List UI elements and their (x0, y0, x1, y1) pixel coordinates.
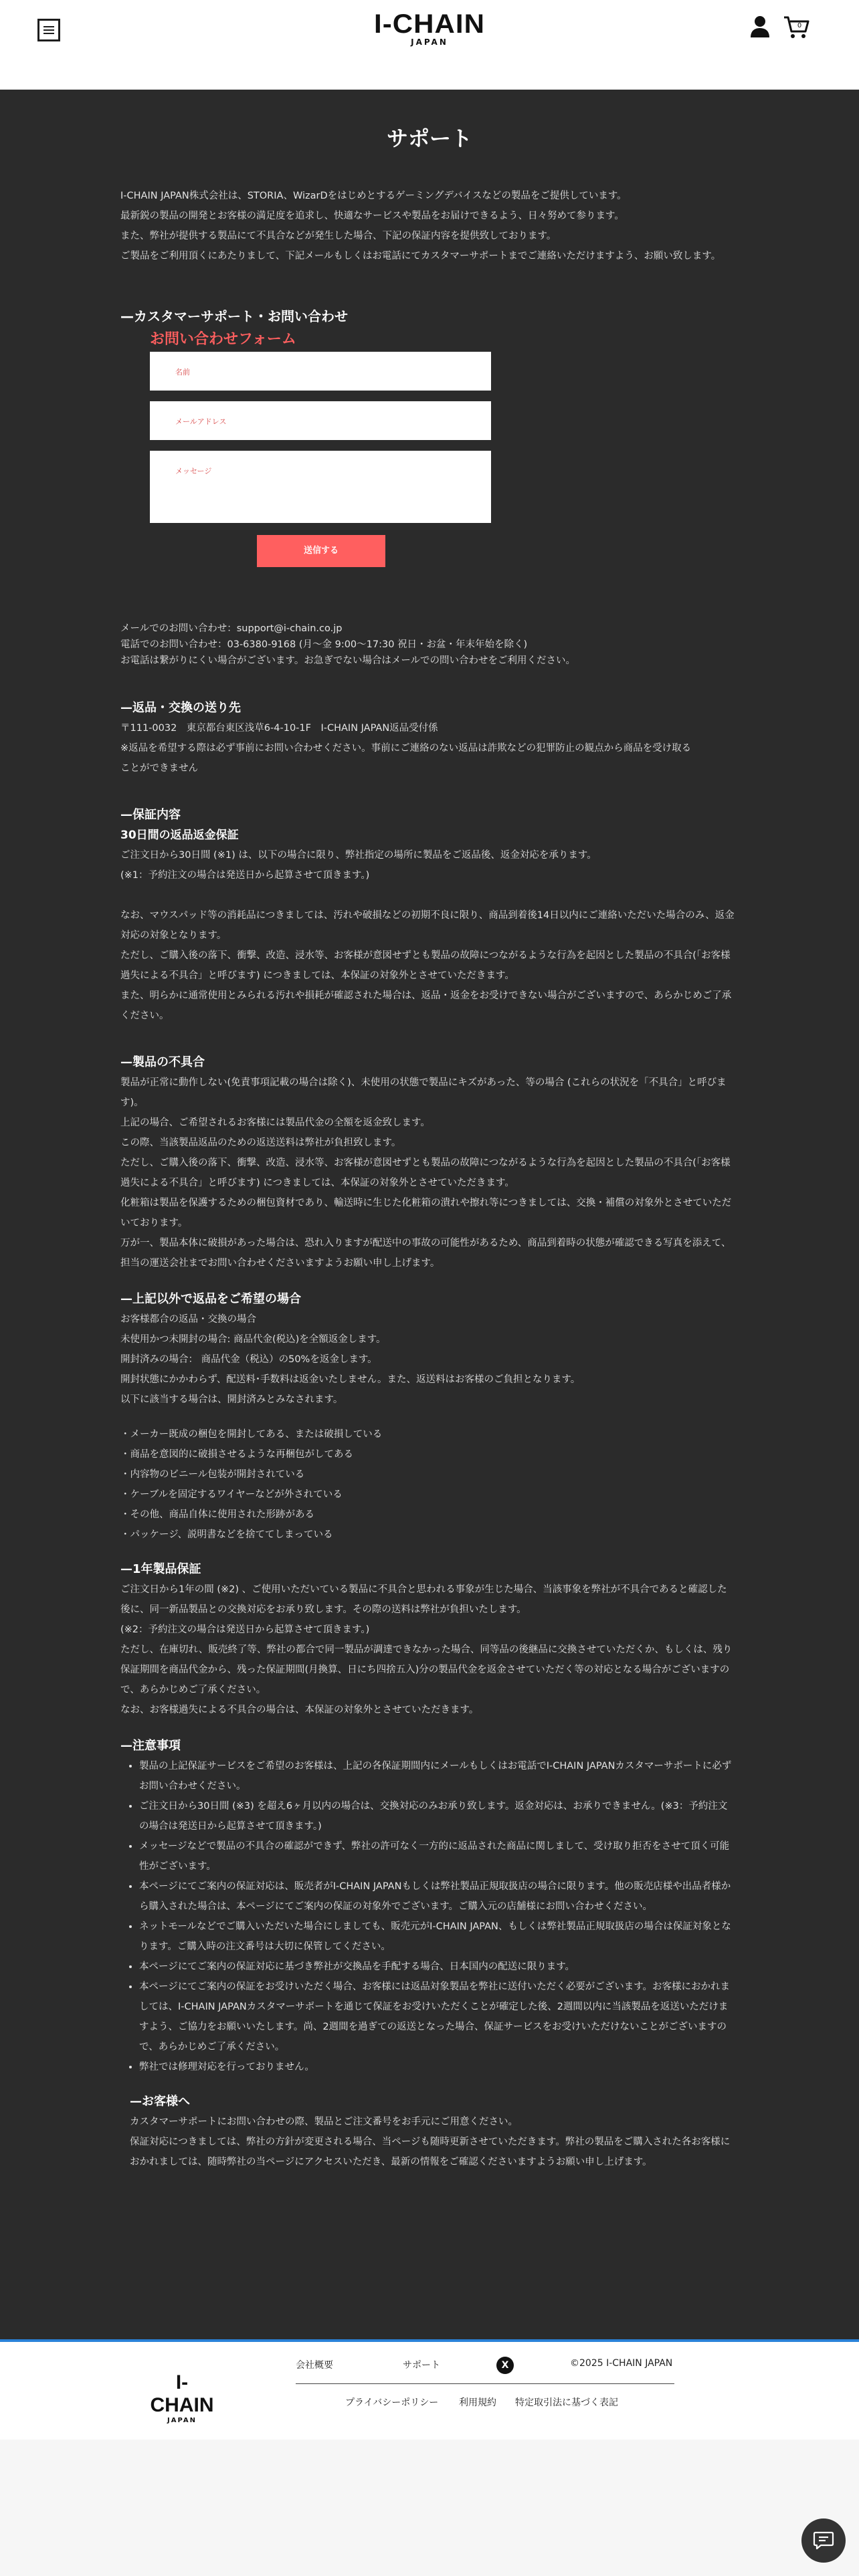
logo-text: I-CHAIN (374, 9, 485, 39)
intro (120, 186, 736, 266)
customers-section (130, 2092, 736, 2172)
cart-icon[interactable] (783, 13, 811, 40)
other-returns-line: お客様都合の返品・交換の場合 (120, 1314, 256, 1325)
one-year-title: —1年製品保証 (120, 1562, 201, 1576)
other-returns-line: 開封済みの場合： 商品代金（税込）の50%を返金します。 (120, 1354, 377, 1365)
warranty-title: —保証内容 (120, 808, 181, 822)
one-year-line: (※2：予約注文の場合は発送日から起算させて頂きます。) (120, 1624, 370, 1635)
intro-line: 最新鋭の製品の開発とお客様の満足度を追求し、快適なサービスや製品をお届けできるよう、日々努めて参ります。 (120, 211, 624, 221)
returns-title: —返品・交換の送り先 (120, 701, 241, 715)
name-field[interactable] (150, 352, 491, 391)
returns-note: ※返品を希望する際は必ず事前にお問い合わせください。事前にご連絡のない返品は詐欺などの犯罪防止の観点から商品を受け取る (120, 743, 692, 754)
list-item: • 本ページにてご案内の保証対応は、販売者がI-CHAIN JAPANもしくは弊社製品正規取扱店の場合に限ります。他の販売店様や出品者様から購入された場合は、本ページにてご案内の保証の対象外でございます。ご購入元の店舗様にお問い合わせください。 (139, 1876, 736, 1917)
footer-logo-sub: JAPAN (167, 2417, 197, 2424)
contact-form (150, 330, 491, 567)
support-content (120, 186, 736, 2172)
intro-line: ご製品をご利用頂くにあたりまして、下記メールもしくはお電話にてカスタマーサポートまでご連絡いただけますよう、お願い致します。 (120, 251, 721, 261)
warranty-note: なお、マウスパッド等の消耗品につきましては、汚れや破損などの初期不良に限り、商品到着後14日以内にご連絡いただいた場合のみ、返金対応の対象となります。 (120, 910, 735, 941)
warranty-line: (※1：予約注文の場合は発送日から起算させて頂きます。) (120, 870, 370, 881)
name-placeholder: 名前 (175, 368, 190, 377)
returns-note: ことができません (120, 763, 198, 774)
menu-button[interactable] (37, 19, 60, 41)
contact-title: —カスタマーサポート・お問い合わせ (120, 308, 348, 324)
defect-line: ただし、ご購入後の落下、衝撃、改造、浸水等、お客様が意図せずとも製品の故障につながるような行為を起因とした製品の不具合(「お客様過失による不具合」と呼びます) につきましては、本保証の対象外とさせていただきます。 (120, 1158, 731, 1188)
list-item: • 本ページにてご案内の保証対応に基づき弊社が交換品を手配する場合、日本国内の配送に限ります。 (139, 1957, 736, 1977)
warranty-note: ただし、ご購入後の落下、衝撃、改造、浸水等、お客様が意図せずとも製品の故障につながるような行為を起因とした製品の不具合(「お客様過失による不具合」と呼びます) につきましては、本保証の対象外とさせていただきます。 (120, 950, 731, 981)
privacy-link[interactable]: プライバシーポリシー (345, 2397, 439, 2408)
customers-line: 保証対応につきましては、弊社の方針が変更される場合、当ページも随時更新させていただきます。弊社の製品をご購入された各お客様におかれましては、随時弊社の当ページにアクセスいただき、最新の情報をご確認くださいますようお願い申し上げます。 (130, 2137, 731, 2167)
list-item: ・内容物のビニール包装が開封されている (120, 1469, 305, 1480)
message-field[interactable] (150, 451, 491, 523)
customers-title: —お客様へ (130, 2095, 190, 2109)
warranty-line: ご注文日から30日間 (※1) は、以下の場合に限り、弊社指定の場所に製品をご返品後、返金対応を承ります。 (120, 850, 597, 861)
message-placeholder: メッセージ (175, 467, 212, 475)
list-item: • 本ページにてご案内の保証をお受けいただく場合、お客様には返品対象製品を弊社に送付いただく必要がございます。お客様におかれましては、I-CHAIN JAPANカスタマーサポートを通じて保証をお受けいただくことが確定した後、2週間以内に当該製品を返送いただけますよう、ご協力をお願いいたします。尚、2週間を過ぎての返送となった場合、保証サービスをお受けいただけないことがございますので、あらかじめご了承ください。 (139, 1977, 736, 2057)
list-item: • メッセージなどで製品の不具合の確認ができず、弊社の許可なく一方的に返品された商品に関しまして、受け取り拒否をさせて頂く可能性がございます。 (139, 1836, 736, 1876)
chat-icon (813, 2531, 834, 2551)
list-item: ・パッケージ、説明書などを捨ててしまっている (120, 1529, 333, 1540)
one-year-line: なお、お客様過失による不具合の場合は、本保証の対象外とさせていただきます。 (120, 1705, 479, 1715)
other-returns-title: —上記以外で返品をご希望の場合 (120, 1292, 301, 1306)
defect-line: 万が一、製品本体に破損があった場合は、恐れ入りますが配送中の事故の可能性があるため、商品到着時の状態が確認できる写真を添えて、担当の運送会社までお問い合わせくださいますようお願い申し上げます。 (120, 1238, 731, 1269)
customers-line: カスタマーサポートにお問い合わせの際、製品とご注文番号をお手元にご用意ください。 (130, 2117, 518, 2127)
list-item: • 弊社では修理対応を行っておりません。 (139, 2057, 736, 2077)
hamburger-icon (43, 26, 54, 34)
footer-logo[interactable] (149, 2371, 215, 2424)
contact-phone: 電話でのお問い合わせ：03-6380-9168 (月〜金 9:00〜17:30 祝日・お盆・年末年始を除く) (120, 639, 528, 650)
cart-count: 0 (797, 22, 802, 29)
defect-title: —製品の不具合 (120, 1055, 205, 1069)
defect-line: 製品が正常に動作しない(免責事項記載の場合は除く)、未使用の状態で製品にキズがあった、等の場合 (これらの状況を「不具合」と呼びます)。 (120, 1077, 727, 1108)
form-heading: お問い合わせフォーム (150, 331, 296, 348)
account-icon[interactable] (749, 15, 771, 39)
list-item: • ネットモールなどでご購入いただいた場合にしましても、販売元がI-CHAIN JAPAN、もしくは弊社製品正規取扱店の場合は保証対象となります。ご購入時の注文番号は大切に保管してください。 (139, 1917, 736, 1957)
one-year-line: ただし、在庫切れ、販売終了等、弊社の都合で同一製品が調達できなかった場合、同等品の後継品に交換させていただくか、もしくは、残り保証期間を商品代金から、残った保証期間(月換算、日にち四捨五入)分の製品代金を返金させていただく等の対応となる場合がございますので、あらかじめご了承ください。 (120, 1644, 733, 1695)
list-item: ・商品を意図的に破損させるような再梱包がしてある (120, 1449, 353, 1460)
returns-address: 〒111-0032 東京都台東区浅草6-4-10-1F I-CHAIN JAPAN返品受付係 (120, 723, 438, 734)
list-item: ・ケーブルを固定するワイヤーなどが外されている (120, 1489, 343, 1500)
list-item: ・その他、商品自体に使用された形跡がある (120, 1509, 314, 1520)
warranty-note: また、明らかに通常使用とみられる汚れや損耗が確認された場合は、返品・返金をお受けできない場合がございますので、あらかじめご了承ください。 (120, 990, 732, 1021)
contact-info (120, 621, 736, 669)
notices-title: —注意事項 (120, 1739, 181, 1753)
logo-sub: JAPAN (411, 37, 448, 47)
support-link[interactable]: サポート (403, 2360, 440, 2371)
other-returns-line: 開封状態にかかわらず、配送料･手数料は返金いたしません。また、返送料はお客様のご負担となります。 (120, 1374, 581, 1385)
defect-line: この際、当該製品返品のための返送送料は弊社が負担致します。 (120, 1138, 401, 1148)
defect-line: 化粧箱は製品を保護するための梱包資材であり、輸送時に生じた化粧箱の潰れや擦れ等につきましては、交換・補償の対象外とさせていただいております。 (120, 1198, 732, 1228)
opened-conditions-list (120, 1424, 736, 1545)
other-returns-line: 未使用かつ未開封の場合: 商品代金(税込)を全額返金します。 (120, 1334, 386, 1345)
footer-logo-text: I-CHAIN (150, 2371, 214, 2416)
copyright: ©2025 I-CHAIN JAPAN (570, 2358, 673, 2369)
page-title: サポート (386, 126, 472, 151)
list-item: • ご注文日から30日間 (※3) を超え6ヶ月以内の場合は、交換対応のみお承り致します。返金対応は、お承りできません。(※3：予約注文の場合は発送日から起算させて頂きます。) (139, 1796, 736, 1836)
x-icon[interactable]: X (496, 2357, 514, 2374)
terms-link[interactable]: 利用規約 (459, 2397, 496, 2408)
support-main (0, 90, 859, 2339)
site-logo[interactable] (371, 9, 488, 47)
defect-line: 上記の場合、ご希望されるお客様には製品代金の全額を返金致します。 (120, 1117, 430, 1128)
intro-line: I-CHAIN JAPAN株式会社は、STORIA、WizarDをはじめとするゲーミングデバイスなどの製品をご提供しています。 (120, 191, 627, 201)
tokushoho-link[interactable]: 特定取引法に基づく表記 (515, 2397, 618, 2408)
other-returns-line: 以下に該当する場合は、開封済みとみなされます。 (120, 1394, 343, 1405)
site-header (0, 0, 859, 90)
email-placeholder: メールアドレス (175, 417, 227, 426)
intro-line: また、弊社が提供する製品にて不具合などが発生した場合、下記の保証内容を提供致しております。 (120, 231, 557, 241)
list-item: ・メーカー既成の梱包を開封してある、または破損している (120, 1429, 383, 1440)
chat-button[interactable] (801, 2518, 846, 2563)
contact-email: メールでのお問い合わせ：support@i-chain.co.jp (120, 623, 343, 634)
warranty-subtitle: 30日間の返品返金保証 (120, 829, 239, 842)
footer-divider (296, 2383, 674, 2384)
one-year-line: ご注文日から1年の間 (※2) 、ご使用いただいている製品に不具合と思われる事象が生じた場合、当該事象を弊社が不具合であると確認した後に、同一新品製品との交換対応をお承り致します。その際の送料は弊社が負担いたします。 (120, 1584, 727, 1615)
list-item: • 製品の上記保証サービスをご希望のお客様は、上記の各保証期間内にメールもしくはお電話でI-CHAIN JAPANカスタマーサポートに必ずお問い合わせください。 (139, 1756, 736, 1796)
company-link[interactable]: 会社概要 (296, 2360, 333, 2371)
notices-list (120, 1756, 736, 2077)
site-footer (0, 2339, 859, 2440)
email-field[interactable] (150, 401, 491, 440)
contact-note: お電話は繋がりにくい場合がございます。お急ぎでない場合はメールでの問い合わせをご利用ください。 (120, 655, 576, 666)
send-button[interactable]: 送信する (257, 535, 385, 567)
